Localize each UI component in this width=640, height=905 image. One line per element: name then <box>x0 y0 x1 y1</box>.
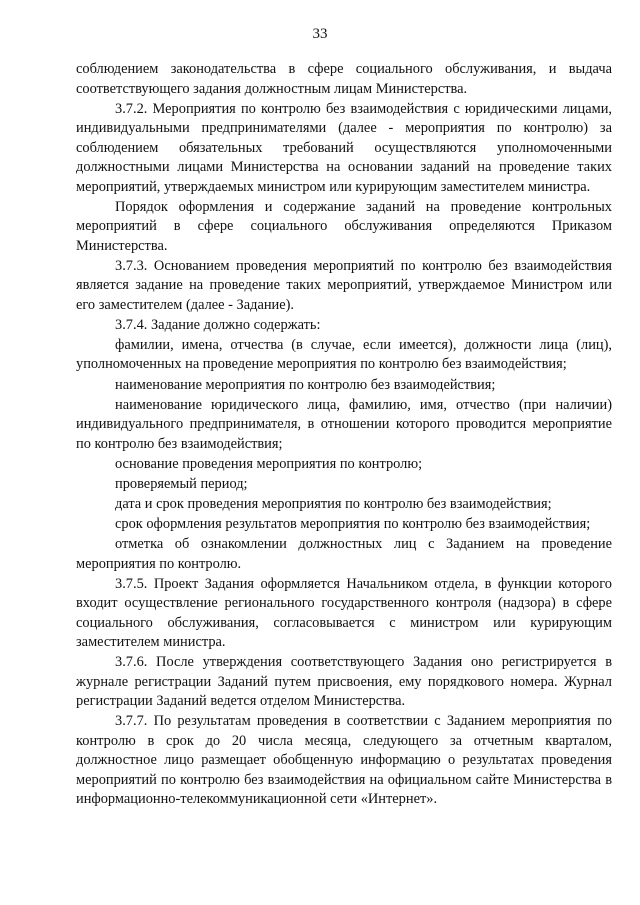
paragraph: проверяемый период; <box>115 475 248 492</box>
paragraph: 3.7.2. Мероприятия по контролю без взаимодействия с юридическими лицами, индивидуальными предпринимателями (далее - мероприятия по контролю) за соблюдением обязательных требований осуществляются уполномоченными должностными лицами Министерства на основании заданий на проведение таких мероприятий, утверждаемых министром или курирующим заместителем министра. <box>76 100 612 195</box>
paragraph: дата и срок проведения мероприятия по контролю без взаимодействия; <box>115 495 552 512</box>
paragraph: 3.7.6. После утверждения соответствующего Задания оно регистрируется в журнале регистрации Заданий путем присвоения, ему порядкового номера. Журнал регистрации Заданий ведется отделом Министерства. <box>76 654 612 710</box>
paragraph: отметка об ознакомлении должностных лиц с Заданием на проведение мероприятия по контролю. <box>76 536 612 572</box>
paragraph: срок оформления результатов мероприятия по контролю без взаимодействия; <box>115 516 591 533</box>
paragraph: соблюдением законодательства в сфере социального обслуживания, и выдача соответствующего задания должностным лицам Министерства. <box>76 61 612 97</box>
paragraph: наименование юридического лица, фамилию, имя, отчество (при наличии) индивидуального предпринимателя, в отношении которого проводится мероприятие по контролю без взаимодействия; <box>76 396 612 452</box>
paragraph: 3.7.4. Задание должно содержать: <box>115 316 321 333</box>
paragraph: основание проведения мероприятия по контролю; <box>115 455 423 472</box>
document-body <box>76 60 612 811</box>
paragraph: наименование мероприятия по контролю без взаимодействия; <box>115 376 496 393</box>
paragraph: 3.7.7. По результатам проведения в соответствии с Заданием мероприятия по контролю в срок до 20 числа месяца, следующего за отчетным кварталом, должностное лицо размещает обобщенную информацию о результатах проведения мероприятий по контролю без взаимодействия на официальном сайте Министерства в информационно-телекоммуникационной сети «Интернет». <box>76 713 612 808</box>
paragraph: фамилии, имена, отчества (в случае, если имеется), должности лица (лиц), уполномоченных на проведение мероприятия по контролю без взаимодействия; <box>76 336 612 373</box>
page-number: 33 <box>312 26 328 42</box>
paragraph: 3.7.3. Основанием проведения мероприятий по контролю без взаимодействия является задание на проведение таких мероприятий, утверждаемое Министром или его заместителем (далее - Задание). <box>76 257 612 313</box>
paragraph: Порядок оформления и содержание заданий на проведение контрольных мероприятий в сфере социального обслуживания определяются Приказом Министерства. <box>76 198 612 254</box>
paragraph: 3.7.5. Проект Задания оформляется Начальником отдела, в функции которого входит осуществление регионального государственного контроля (надзора) в сфере социального обслуживания, согласовывается с министром или курирующим заместителем министра. <box>76 575 612 651</box>
